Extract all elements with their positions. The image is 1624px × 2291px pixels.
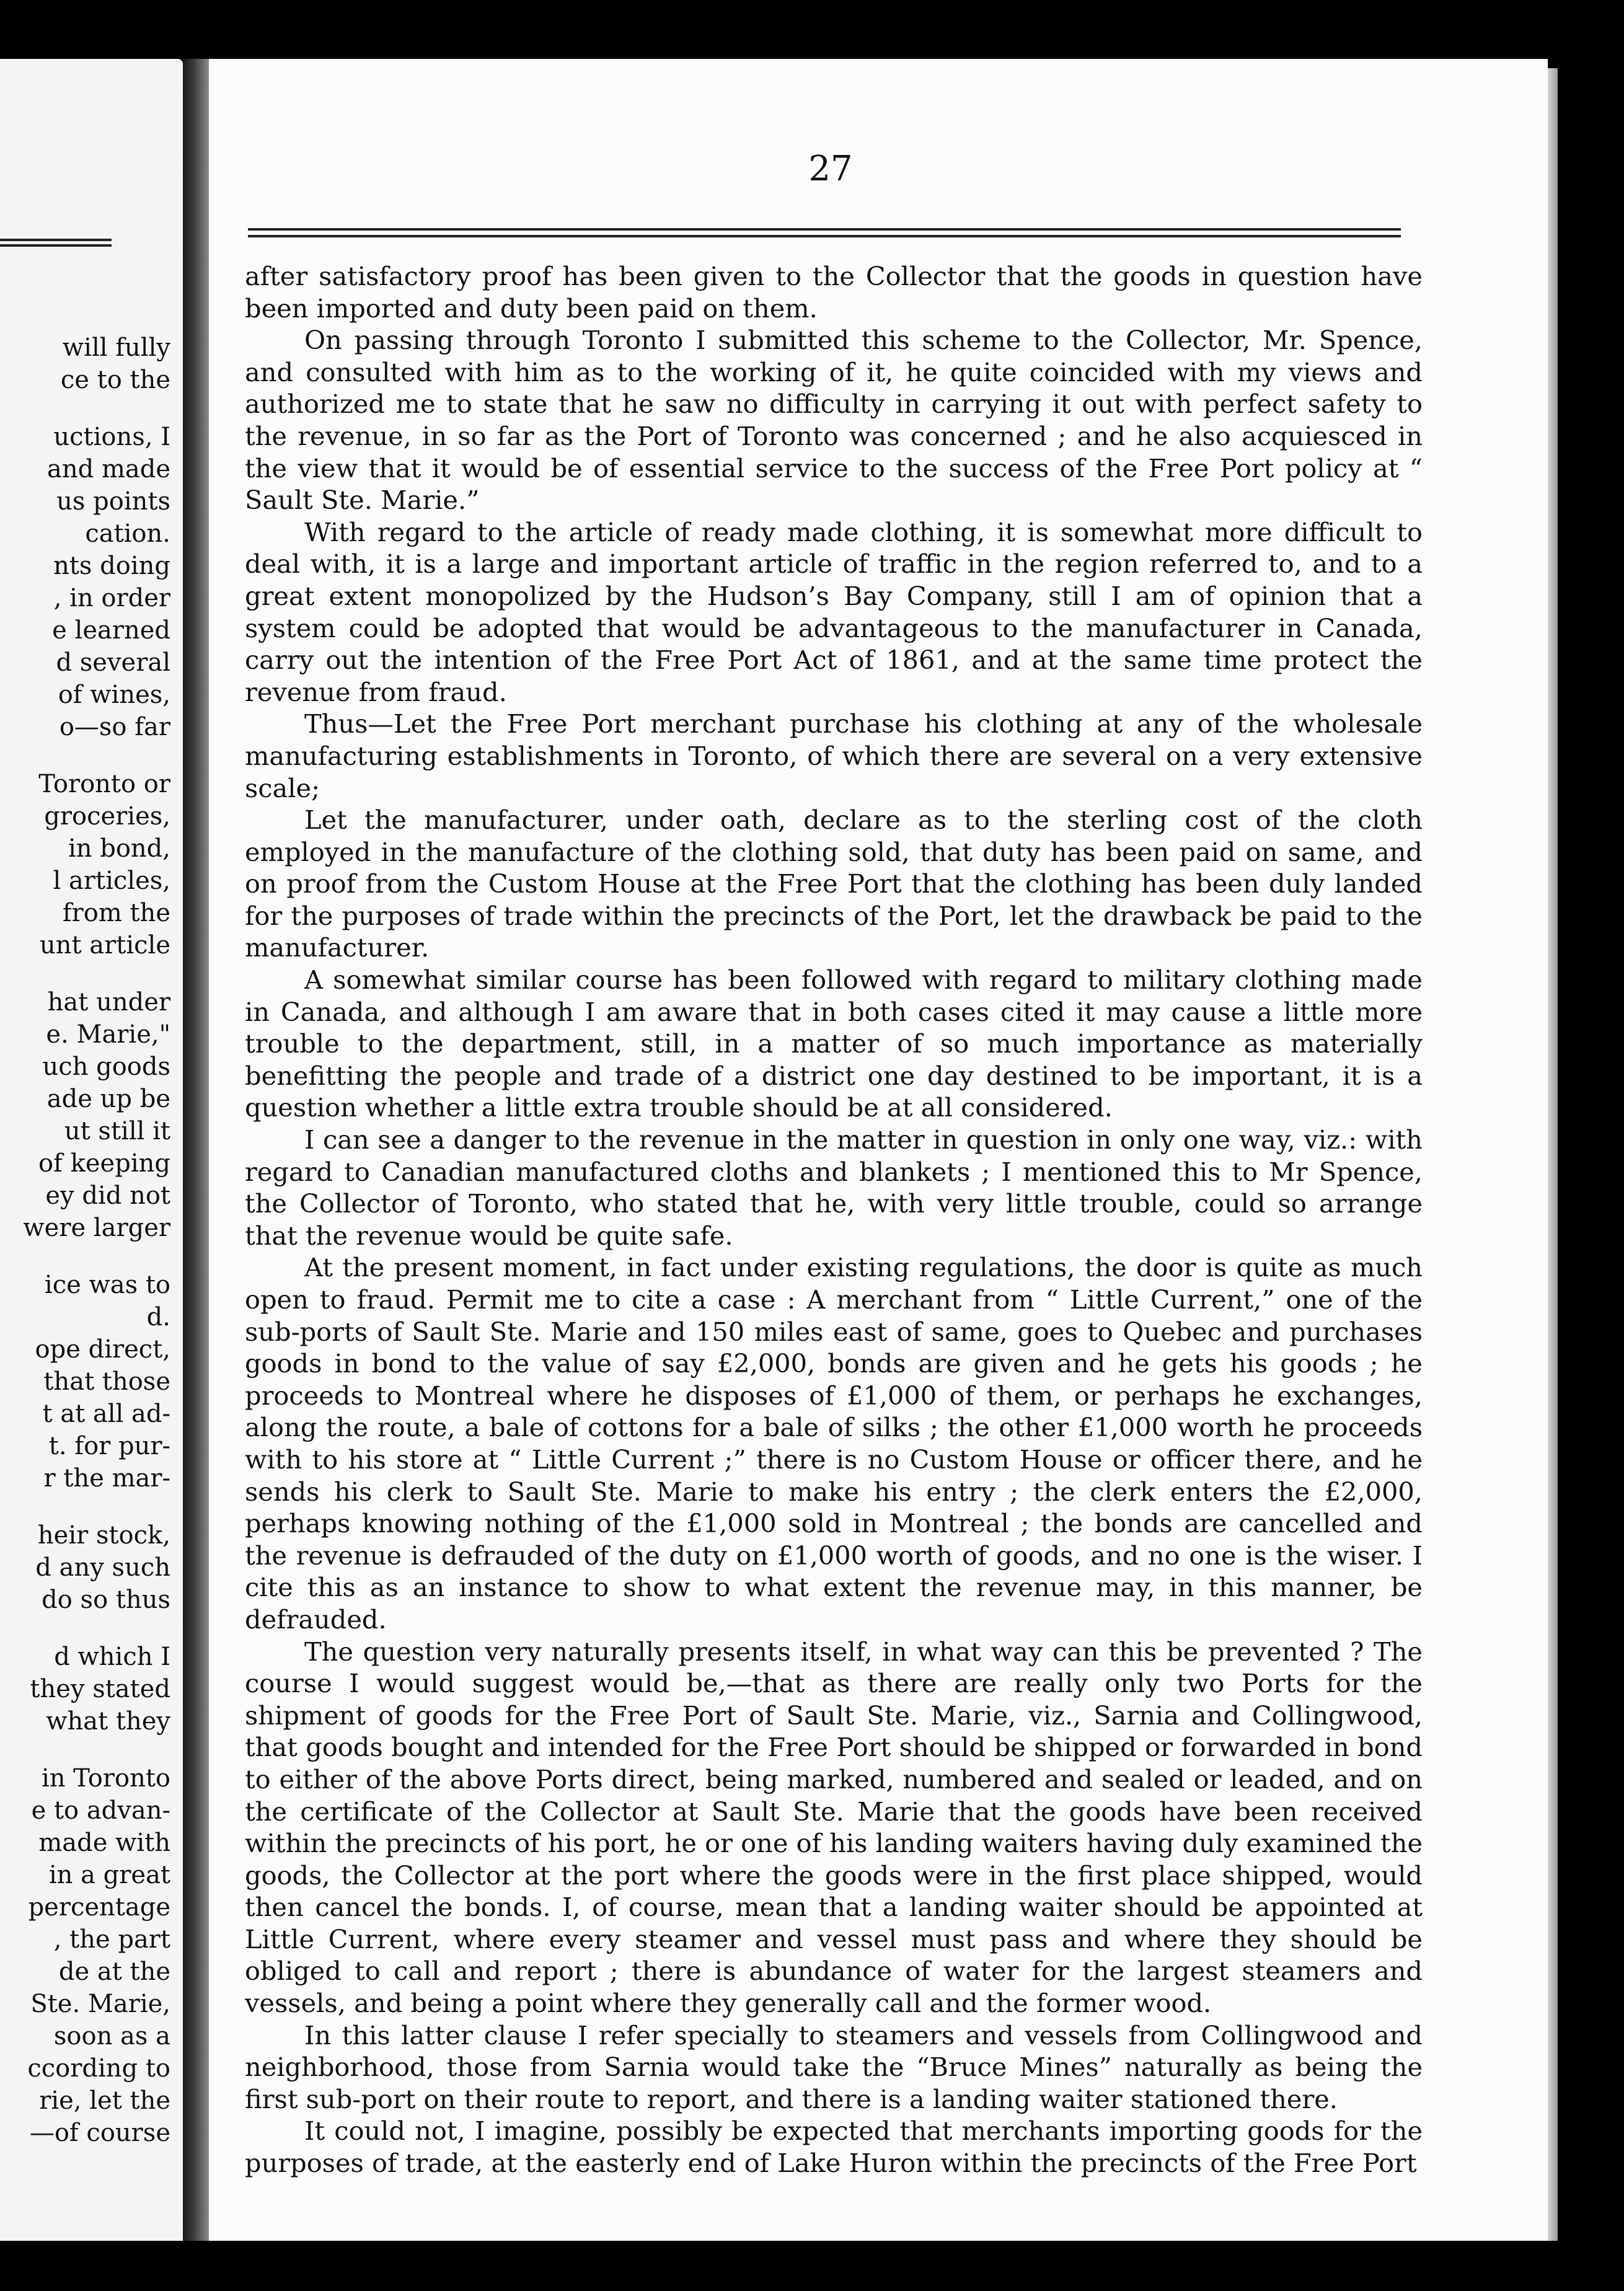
left-page-fragment: unt article (39, 931, 170, 960)
left-page-text-fragments (0, 332, 170, 2149)
left-page-fragment: d several (56, 648, 170, 677)
left-page-fragment: percentage (28, 1893, 170, 1922)
body-text (245, 260, 1423, 2179)
left-page-fragment: in a great (48, 1861, 170, 1889)
paragraph-thus: Thus—Let the Free Port merchant purchase his clothing at any of the wholesale manufacturing establishments in Toronto, of which there are several on a very extensive scale; (245, 708, 1423, 803)
paragraph-manufacturer-oath: Let the manufacturer, under oath, declare as to the sterling cost of the cloth employed in the manufacture of the clothing sold, that duty has been paid on same, and on proof from the Custom House at the Free Port that the clothing has been duly landed for the purposes of trade within the precincts of the Port, let the drawback be paid to the manufacturer. (245, 805, 1423, 963)
left-page-fragment: ce to the (60, 366, 170, 394)
left-page-fragment: what they (46, 1707, 170, 1736)
left-page-fragment (0, 396, 170, 421)
left-page-fragment: ey did not (45, 1181, 170, 1210)
left-page-fragment: Toronto or (38, 770, 170, 798)
left-page-fragment: that those (43, 1367, 170, 1396)
left-page-fragment (0, 1244, 170, 1269)
left-page (0, 59, 183, 2241)
left-page-fragment: us points (56, 487, 170, 516)
paragraph-latter-clause: In this latter clause I refer specially to steamers and vessels from Collingwood and neighborhood, those from Sarnia would take the “Bruce Mines” naturally as being the first sub-port on their route to report, and there is a landing waiter stationed there. (245, 2020, 1423, 2114)
left-page-fragment: uch goods (42, 1053, 170, 1081)
left-page-fragment: t. for pur- (48, 1432, 170, 1460)
left-page-fragment: ut still it (64, 1117, 170, 1146)
left-page-fragment: of keeping (38, 1149, 170, 1178)
page-number: 27 (808, 149, 853, 189)
left-page-fragment: from the (62, 899, 170, 927)
left-page-fragment: nts doing (53, 552, 170, 580)
left-page-fragment: e. Marie," (46, 1020, 170, 1049)
left-page-fragment: do so thus (42, 1586, 170, 1614)
paragraph-ready-made-clothing: With regard to the article of ready made clothing, it is somewhat more difficult to deal with, it is a large and important article of traffic in the region referred to, and to a great extent monopolized by the Hudson’s Bay Company, still I am of opinion that a system could be adopted that would be advantageous to the manufacturer in Canada, carry out the intention of the Free Port Act of 1861, and at the same time protect the revenue from fraud. (245, 516, 1423, 707)
paragraph-revenue-danger: I can see a danger to the revenue in the matter in question in only one way, viz.: with regard to Canadian manufactured cloths and blankets ; I mentioned this to Mr Spence, the Collector of Toronto, who stated that he, with very little trouble, could so arrange that the revenue would be quite safe. (245, 1124, 1423, 1251)
left-page-fragment: will fully (62, 333, 170, 362)
left-page-fragment: ade up be (46, 1085, 170, 1113)
left-page-fragment: groceries, (44, 802, 170, 831)
left-page-fragment: r the mar- (43, 1464, 170, 1493)
page-edge (1548, 68, 1558, 2241)
left-page-fragment: , in order (53, 584, 170, 612)
left-page-fragment (0, 743, 170, 768)
left-page-fragment: l articles, (53, 867, 170, 895)
left-page-fragment (0, 1616, 170, 1641)
left-page-fragment: d which I (54, 1643, 170, 1671)
left-page-fragment: , the part (53, 1925, 170, 1954)
left-page-fragment: in bond, (68, 834, 170, 863)
left-page-fragment: of wines, (58, 681, 170, 709)
left-page-fragment: soon as a (53, 2022, 170, 2050)
left-page-fragment: Ste. Marie, (30, 1990, 170, 2018)
left-page-fragment: heir stock, (37, 1521, 170, 1550)
left-page-fragment: ice was to (44, 1271, 170, 1299)
left-page-fragment: ccording to (27, 2054, 170, 2083)
left-page-fragment: in Toronto (41, 1764, 170, 1793)
paragraph-toronto-collector: On passing through Toronto I submitted this scheme to the Collector, Mr. Spence, and consulted with him as to the working of it, he quite coincided with my views and authorized me to state that he saw no difficulty in carrying it out with perfect safety to the revenue, in so far as the Port of Toronto was concerned ; and he also acquiesced in the view that it would be of essential service to the success of the Free Port policy at “ Sault Ste. Marie.” (245, 325, 1423, 516)
left-page-fragment: ope direct, (35, 1335, 170, 1364)
left-page-fragment (0, 1494, 170, 1519)
left-page-fragment: were larger (23, 1214, 170, 1242)
left-page-fragment: d any such (35, 1553, 170, 1582)
left-page-fragment: and made (47, 455, 170, 483)
left-page-fragment: —of course (29, 2119, 170, 2147)
left-page-fragment: e learned (52, 616, 170, 645)
paragraph-military-clothing: A somewhat similar course has been followed with regard to military clothing made in Canada, and although I am aware that in both cases cited it may cause a little more trouble to the department, still, in a matter of so much importance as materially benefitting the people and trade of a district one day destined to be important, it is a question whether a little extra trouble should be at all considered. (245, 965, 1423, 1123)
left-page-fragment: hat under (47, 988, 170, 1017)
left-page-fragment: d. (146, 1303, 170, 1331)
left-page-rule (0, 239, 112, 241)
left-page-fragment: they stated (30, 1675, 170, 1703)
left-page-fragment: cation. (85, 519, 170, 548)
left-page-fragment: rie, let the (39, 2086, 170, 2115)
paragraph-prevention: The question very naturally presents itself, in what way can this be prevented ? The course I would suggest would be,—that as there are really only two Ports for the shipment of goods for the Free Port of Sault Ste. Marie, viz., Sarnia and Collingwood, that goods bought and intended for the Free Port should be shipped or forwarded in bond to either of the above Ports direct, being marked, numbered and sealed or leaded, and on the certificate of the Collector at Sault Ste. Marie that the goods have been received within the precincts of his port, he or one of his landing waiters having duly examined the goods, the Collector at the port where the goods were in the first place shipped, would then cancel the bonds. I, of course, mean that a landing waiter should be appointed at Little Current, where every steamer and vessel must pass and where they should be obliged to call and report ; there is abundance of water for the largest steamers and vessels, and being a point where they generally call and the former wood. (245, 1636, 1423, 2019)
left-page-fragment: made with (38, 1829, 170, 1857)
left-page-fragment: o—so far (59, 713, 170, 741)
left-page-fragment (0, 1737, 170, 1762)
left-page-fragment: uctions, I (53, 423, 170, 451)
paragraph-continued: after satisfactory proof has been given to the Collector that the goods in question have been imported and duty been paid on them. (245, 261, 1423, 324)
paragraph-merchants-importing: It could not, I imagine, possibly be expected that merchants importing goods for the purposes of trade, at the easterly end of Lake Huron within the precincts of the Free Port (245, 2116, 1423, 2179)
left-page-fragment: e to advan- (31, 1796, 170, 1825)
left-page-fragment (0, 961, 170, 986)
book-gutter (183, 59, 209, 2241)
paragraph-fraud-case: At the present moment, in fact under existing regulations, the door is quite as much open to fraud. Permit me to cite a case : A merchant from “ Little Current,” one of the sub-ports of Sault Ste. Marie and 150 miles east of same, goes to Quebec and purchases goods in bond to the value of say £2,000, bonds are given and he gets his goods ; he proceeds to Montreal where he disposes of £1,000 of them, or perhaps he exchanges, along the route, a bale of cottons for a bale of silks ; the other £1,000 worth he proceeds with to his store at “ Little Current ;” there is no Custom House or officer there, and he sends his clerk to Sault Ste. Marie to make his entry ; the clerk enters the £2,000, perhaps knowing nothing of the £1,000 sold in Montreal ; the bonds are cancelled and the revenue is defrauded of the duty on £1,000 worth of goods, and no one is the wiser. I cite this as an instance to show to what extent the revenue may, in this manner, be defrauded. (245, 1252, 1423, 1635)
left-page-fragment: de at the (58, 1958, 170, 1986)
left-page-fragment: t at all ad- (42, 1400, 170, 1428)
header-double-rule (248, 228, 1401, 231)
